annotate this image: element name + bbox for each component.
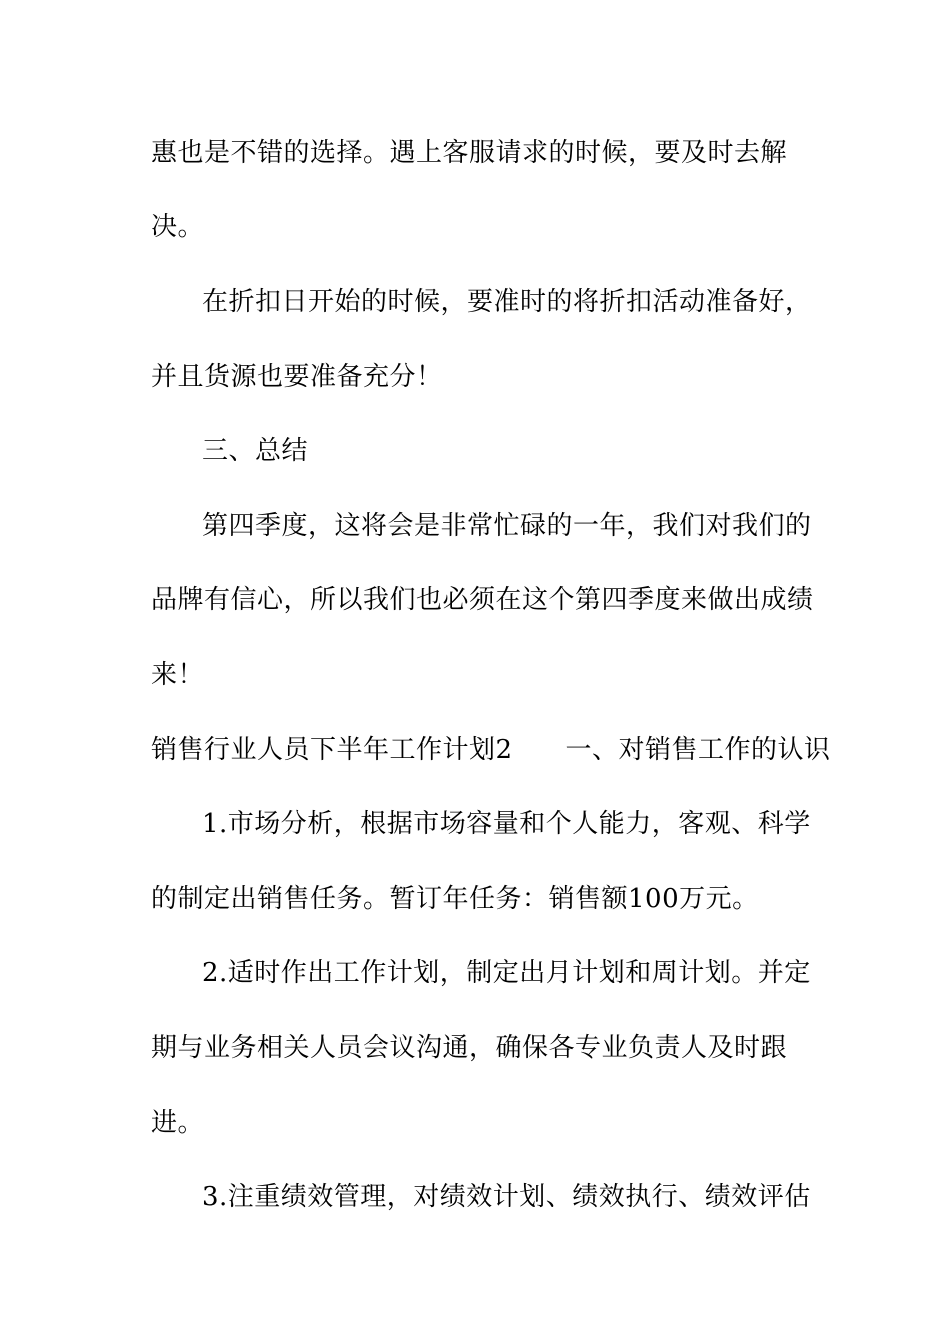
list-item: 1.市场分析，根据市场容量和个人能力，客观、科学: [202, 809, 811, 839]
list-item: 3.注重绩效管理，对绩效计划、绩效执行、绩效评估: [202, 1182, 811, 1212]
paragraph-line: 第四季度，这将会是非常忙碌的一年，我们对我们的: [202, 511, 812, 541]
text-line: 期与业务相关人员会议沟通，确保各专业负责人及时跟: [151, 1033, 788, 1063]
paragraph-line: 在折扣日开始的时候，要准时的将折扣活动准备好，: [202, 287, 812, 317]
text-line: 并且货源也要准备充分！: [151, 362, 443, 392]
text-line: 决。: [151, 212, 205, 242]
text-line: 进。: [151, 1108, 205, 1138]
document-title-line: 销售行业人员下半年工作计划2 一、对销售工作的认识: [151, 735, 831, 765]
text-line: 惠也是不错的选择。遇上客服请求的时候，要及时去解: [151, 138, 788, 168]
text-line: 的制定出销售任务。暂订年任务：销售额100万元。: [151, 884, 759, 914]
text-line: 品牌有信心，所以我们也必须在这个第四季度来做出成绩: [151, 585, 814, 615]
text-line: 来！: [151, 660, 205, 690]
section-heading: 三、总结: [202, 436, 309, 466]
list-item: 2.适时作出工作计划，制定出月计划和周计划。并定: [202, 958, 811, 988]
